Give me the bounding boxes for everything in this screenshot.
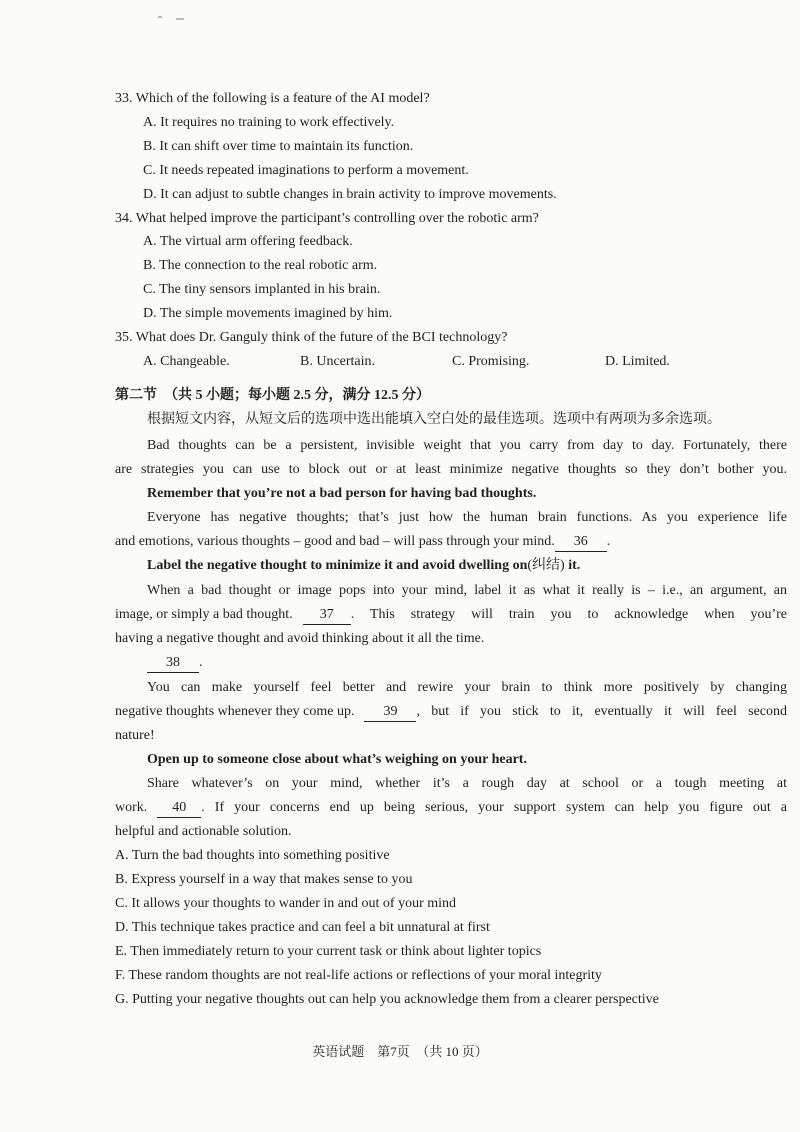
- q33-option-b: B. It can shift over time to maintain its function.: [143, 139, 414, 154]
- passage-p5-line2-a: work.: [115, 800, 148, 815]
- scan-mark: [158, 16, 162, 18]
- q35-option-a: A. Changeable.: [143, 354, 230, 369]
- passage-p4-line2-a: negative thoughts whenever they come up.: [115, 704, 355, 719]
- subheading-1: Remember that you’re not a bad person for having bad thoughts.: [147, 486, 537, 501]
- subheading-2-annotation: (纠结): [527, 558, 565, 573]
- q35-option-c: C. Promising.: [452, 354, 530, 369]
- q34-option-b: B. The connection to the real robotic arm.: [143, 258, 378, 273]
- choice-e: E. Then immediately return to your current task or think about lighter topics: [115, 944, 542, 959]
- q34-option-d: D. The simple movements imagined by him.: [143, 306, 393, 321]
- choice-c: C. It allows your thoughts to wander in and out of your mind: [115, 896, 457, 911]
- passage-p4-line2-b: , but if you stick to it, eventually it will feel second: [416, 704, 787, 719]
- q35-option-b: B. Uncertain.: [300, 354, 376, 369]
- blank-37: 37: [303, 606, 351, 625]
- section-heading: 第二节 （共 5 小题；每小题 2.5 分，满分 12.5 分）: [115, 388, 430, 403]
- q34-option-a: A. The virtual arm offering feedback.: [143, 234, 353, 249]
- subheading-2-end: it.: [564, 558, 581, 573]
- passage-p4-line1: You can make yourself feel better and rewire your brain to think more positively by changing: [147, 680, 787, 695]
- choice-g: G. Putting your negative thoughts out can help you acknowledge them from a clearer perspective: [115, 992, 659, 1007]
- scan-mark: [176, 18, 184, 20]
- passage-p5-line1: Share whatever’s on your mind, whether it’s a rough day at school or a tough meeting at: [147, 776, 787, 791]
- choice-b: B. Express yourself in a way that makes sense to you: [115, 872, 413, 887]
- q34-stem: 34. What helped improve the participant’s controlling over the robotic arm?: [115, 211, 539, 226]
- passage-p1-line2: are strategies you can use to block out or at least minimize negative thoughts so they don’t bother you.: [115, 462, 787, 477]
- passage-p3-line2-a: image, or simply a bad thought.: [115, 607, 293, 622]
- subheading-3: Open up to someone close about what’s weighing on your heart.: [147, 752, 527, 767]
- blank-38: 38: [147, 654, 199, 673]
- q35-stem: 35. What does Dr. Ganguly think of the future of the BCI technology?: [115, 330, 508, 345]
- passage-p3-line3: having a negative thought and avoid thinking about it all the time.: [115, 631, 485, 646]
- choice-a: A. Turn the bad thoughts into something positive: [115, 848, 390, 863]
- blank-36: 36: [555, 533, 607, 552]
- q33-option-d: D. It can adjust to subtle changes in brain activity to improve movements.: [143, 187, 557, 202]
- q33-stem: 33. Which of the following is a feature of the AI model?: [115, 91, 430, 106]
- passage-p5-line2: [115, 799, 787, 818]
- passage-p4-line2: [115, 703, 787, 722]
- passage-p2-line2-text: and emotions, various thoughts – good and bad – will pass through your mind.: [115, 534, 555, 549]
- passage-p2-line1: Everyone has negative thoughts; that’s just how the human brain functions. As you experience life: [147, 510, 787, 525]
- passage-p1-line1: Bad thoughts can be a persistent, invisible weight that you carry from day to day. Fortunately, there: [147, 438, 787, 453]
- choice-d: D. This technique takes practice and can feel a bit unnatural at first: [115, 920, 490, 935]
- subheading-2-text: Label the negative thought to minimize it and avoid dwelling on: [147, 558, 528, 573]
- passage-p5-line2-b: . If your concerns end up being serious, your support system can help you figure out a: [201, 800, 787, 815]
- passage-p3-line2-b: . This strategy will train you to acknowledge when you’re: [350, 607, 787, 622]
- passage-p2-line2: and emotions, various thoughts – good and bad – will pass through your mind. 36 .: [115, 533, 610, 552]
- passage-p3-line2: [115, 606, 787, 625]
- page-footer: 英语试题 第7页 （共 10 页）: [312, 1044, 488, 1059]
- q34-option-c: C. The tiny sensors implanted in his brain.: [143, 282, 381, 297]
- blank-38-line: 38 .: [147, 654, 203, 673]
- section-instruction: 根据短文内容，从短文后的选项中选出能填入空白处的最佳选项。选项中有两项为多余选项。: [147, 412, 721, 427]
- passage-p3-line1: When a bad thought or image pops into your mind, label it as what it really is – i.e., an argument, an: [147, 583, 787, 598]
- blank-39: 39: [364, 703, 416, 722]
- passage-p5-line3: helpful and actionable solution.: [115, 824, 292, 839]
- q33-option-c: C. It needs repeated imaginations to perform a movement.: [143, 163, 469, 178]
- q35-option-d: D. Limited.: [605, 354, 670, 369]
- passage-p4-line3: nature!: [115, 728, 155, 743]
- blank-40: 40: [157, 799, 201, 818]
- q33-option-a: A. It requires no training to work effectively.: [143, 115, 395, 130]
- subheading-2: [147, 557, 580, 575]
- choice-f: F. These random thoughts are not real-life actions or reflections of your moral integrity: [115, 968, 602, 983]
